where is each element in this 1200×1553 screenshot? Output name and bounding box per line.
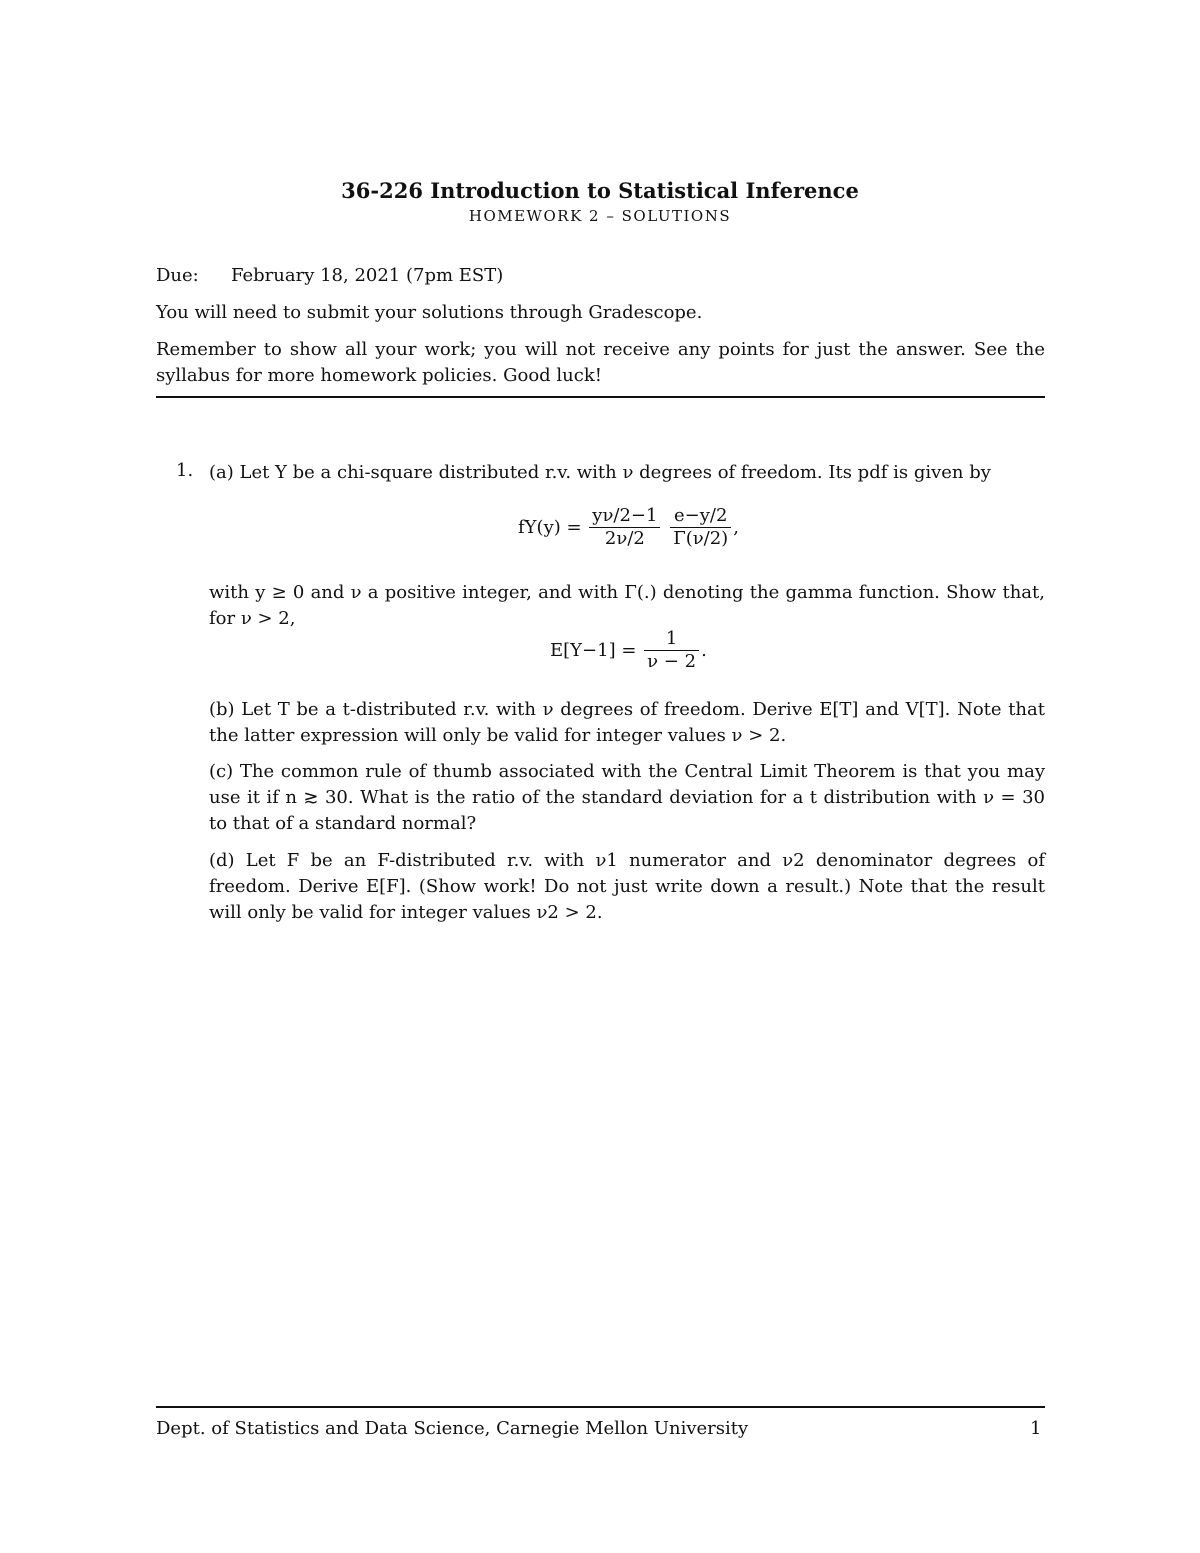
pdf-equation: fY(y) = $\frac{y\nu/2-1}{2\nu/2}$ $\frac{e-y/2}{\Gamma(\nu/2)}$ ,: [518, 505, 739, 549]
header-divider: [156, 396, 1045, 398]
problem-number: 1.: [176, 460, 194, 481]
pdf-denominator-1: 2ν/2: [589, 527, 660, 550]
part-a-conditions: with y ≥ 0 and ν a positive integer, and with Γ(.) denoting the gamma function. Show that, for ν > 2,: [209, 582, 1045, 629]
part-b: (b) Let T be a t-distributed r.v. with ν degrees of freedom. Derive E[T] and V[T]. Note that the latter expression will only be valid for integer values ν > 2.: [209, 699, 1045, 746]
part-a-intro: (a) Let Y be a chi-square distributed r.v. with ν degrees of freedom. Its pdf is given by: [209, 462, 991, 483]
footer-department: Dept. of Statistics and Data Science, Carnegie Mellon University: [156, 1418, 749, 1439]
due-date: February 18, 2021 (7pm EST): [231, 265, 504, 286]
pdf-lhs: fY(y) =: [518, 517, 582, 538]
page-number: 1: [1030, 1418, 1042, 1439]
footer-divider: [156, 1406, 1045, 1408]
part-c: (c) The common rule of thumb associated with the Central Limit Theorem is that you may use it if n ≳ 30. What is the ratio of the standard deviation for a t distribution with ν = 30 to that of a standard normal?: [209, 761, 1045, 834]
due-label: Due:: [156, 265, 199, 286]
expectation-equation: E[Y−1] = $\frac{1}{\nu - 2}$ .: [550, 628, 707, 672]
expectation-numerator: 1: [665, 628, 678, 649]
pdf-fraction-1: [589, 505, 660, 550]
page-title: 36-226 Introduction to Statistical Inference: [341, 178, 859, 203]
pdf-fraction-2: [670, 505, 731, 550]
reminder-paragraph: Remember to show all your work; you will not receive any points for just the answer. See the syllabus for more homework policies. Good luck!: [156, 339, 1045, 386]
submit-instruction: You will need to submit your solutions through Gradescope.: [156, 302, 703, 323]
part-d: (d) Let F be an F-distributed r.v. with ν1 numerator and ν2 denominator degrees of freedom. Derive E[F]. (Show work! Do not just write down a result.) Note that the result will only be valid for integer values ν2 > 2.: [209, 850, 1045, 923]
pdf-numerator-2: e−y/2: [673, 505, 728, 526]
expectation-denominator: ν − 2: [644, 650, 699, 673]
pdf-numerator-1: yν/2−1: [592, 505, 658, 526]
pdf-denominator-2: Γ(ν/2): [670, 527, 731, 550]
expectation-lhs: E[Y−1] =: [550, 640, 637, 661]
expectation-fraction: [644, 628, 699, 673]
page-subtitle: HOMEWORK 2 – SOLUTIONS: [468, 207, 732, 225]
